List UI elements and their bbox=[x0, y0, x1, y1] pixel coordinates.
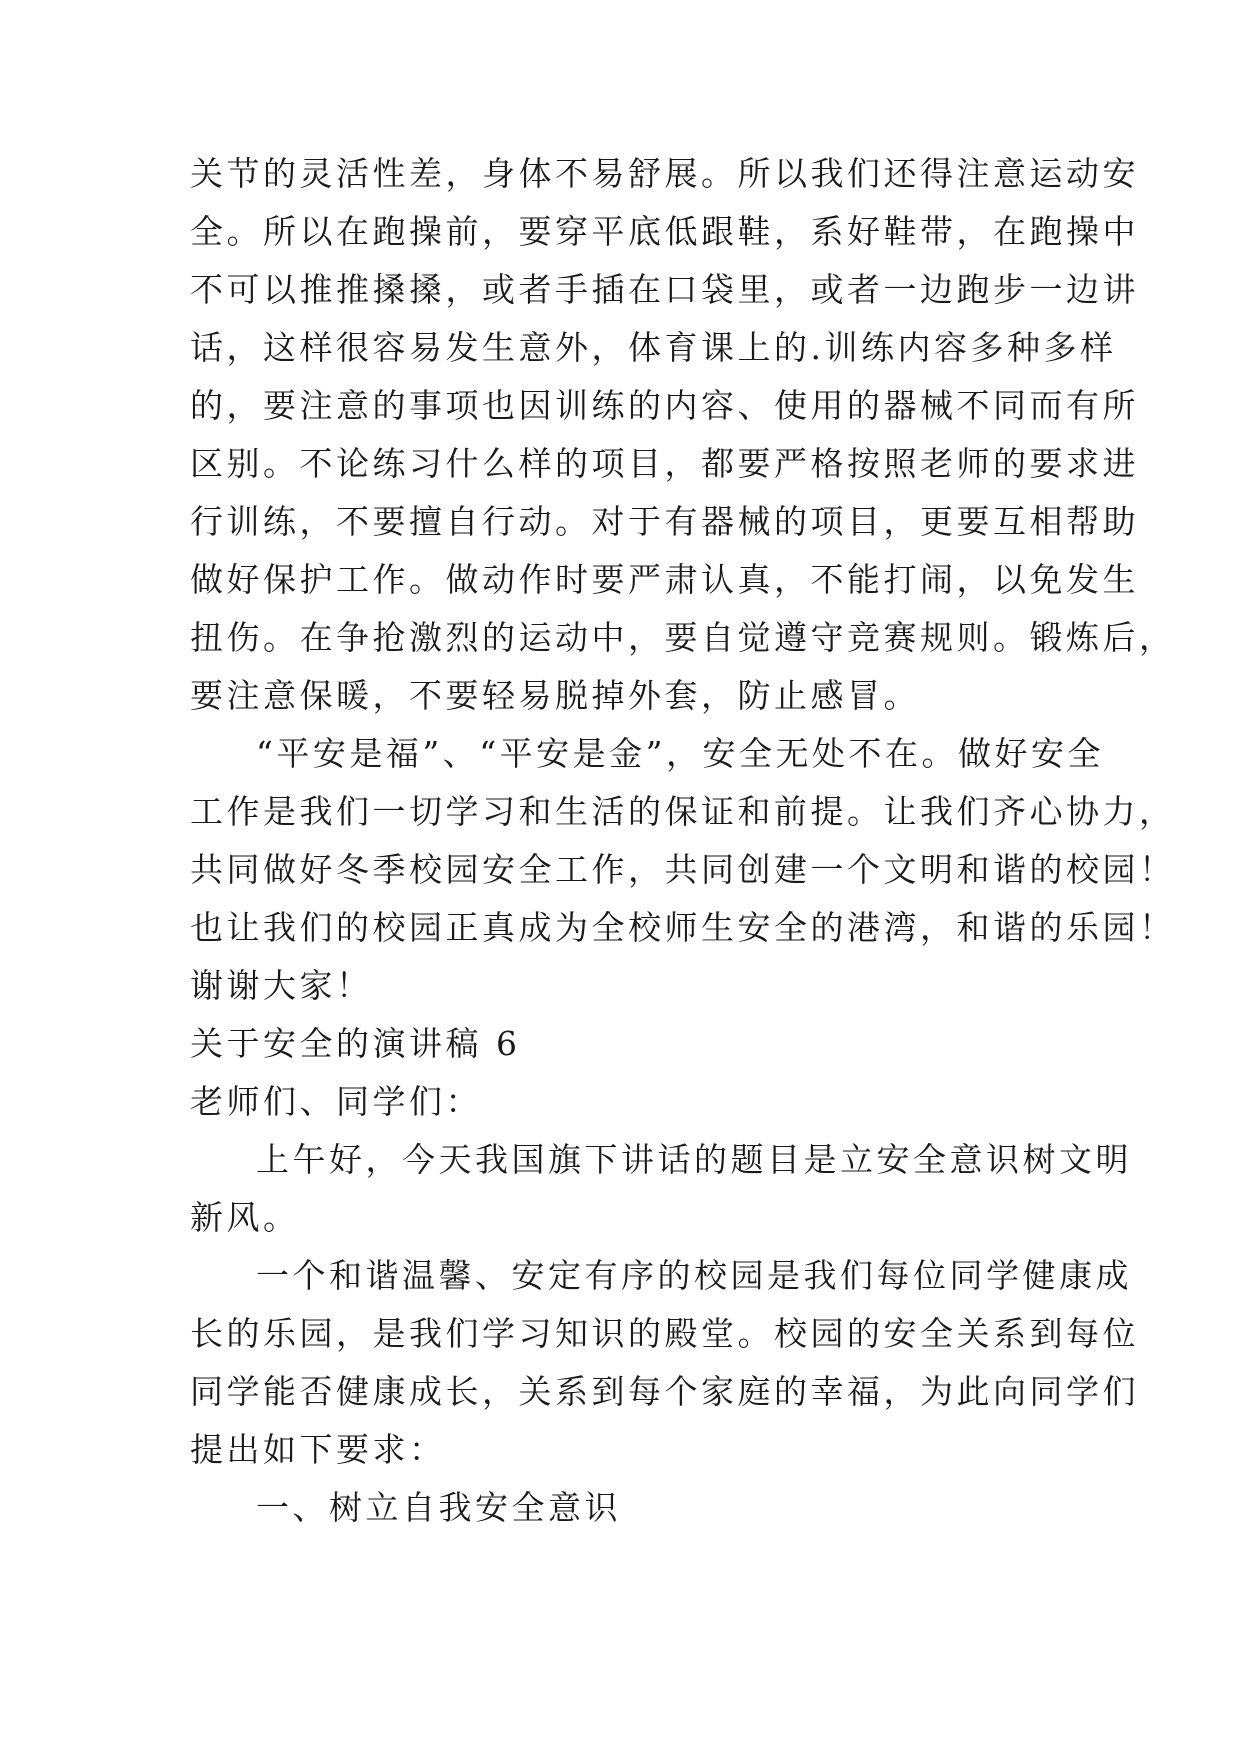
section-title: 关于安全的演讲稿 6 bbox=[190, 1024, 521, 1063]
text-line: 话，这样很容易发生意外，体育课上的.训练内容多种多样 bbox=[190, 328, 1117, 367]
text-line: 扭伤。在争抢激烈的运动中，要自觉遵守竞赛规则。锻炼后， bbox=[190, 618, 1176, 657]
text-line: 也让我们的校园正真成为全校师生安全的港湾，和谐的乐园！ bbox=[190, 908, 1176, 947]
text-line: 谢谢大家！ bbox=[190, 966, 373, 1005]
list-heading: 一、树立自我安全意识 bbox=[256, 1488, 621, 1527]
text-line: 全。所以在跑操前，要穿平底低跟鞋，系好鞋带，在跑操中 bbox=[190, 212, 1139, 251]
paragraph-first-line: 一个和谐温馨、安定有序的校园是我们每位同学健康成 bbox=[256, 1256, 1132, 1295]
paragraph-first-line: 上午好，今天我国旗下讲话的题目是立安全意识树文明 bbox=[256, 1140, 1132, 1179]
text-line: 工作是我们一切学习和生活的保证和前提。让我们齐心协力， bbox=[190, 792, 1176, 831]
text-line: 要注意保暖，不要轻易脱掉外套，防止感冒。 bbox=[190, 676, 920, 715]
text-line: 提出如下要求： bbox=[190, 1430, 446, 1469]
text-line: 共同做好冬季校园安全工作，共同创建一个文明和谐的校园！ bbox=[190, 850, 1176, 889]
paragraph-first-line: “平安是福”、“平安是金”，安全无处不在。做好安全 bbox=[256, 734, 1104, 773]
text-line: 同学能否健康成长，关系到每个家庭的幸福，为此向同学们 bbox=[190, 1372, 1139, 1411]
text-line: 的，要注意的事项也因训练的内容、使用的器械不同而有所 bbox=[190, 386, 1139, 425]
salutation: 老师们、同学们： bbox=[190, 1082, 482, 1121]
text-line: 长的乐园，是我们学习知识的殿堂。校园的安全关系到每位 bbox=[190, 1314, 1139, 1353]
text-line: 做好保护工作。做动作时要严肃认真，不能打闹，以免发生 bbox=[190, 560, 1139, 599]
text-line: 新风。 bbox=[190, 1198, 300, 1237]
text-line: 关节的灵活性差，身体不易舒展。所以我们还得注意运动安 bbox=[190, 154, 1139, 193]
text-line: 不可以推推搡搡，或者手插在口袋里，或者一边跑步一边讲 bbox=[190, 270, 1139, 309]
text-line: 区别。不论练习什么样的项目，都要严格按照老师的要求进 bbox=[190, 444, 1139, 483]
text-line: 行训练，不要擅自行动。对于有器械的项目，更要互相帮助 bbox=[190, 502, 1139, 541]
